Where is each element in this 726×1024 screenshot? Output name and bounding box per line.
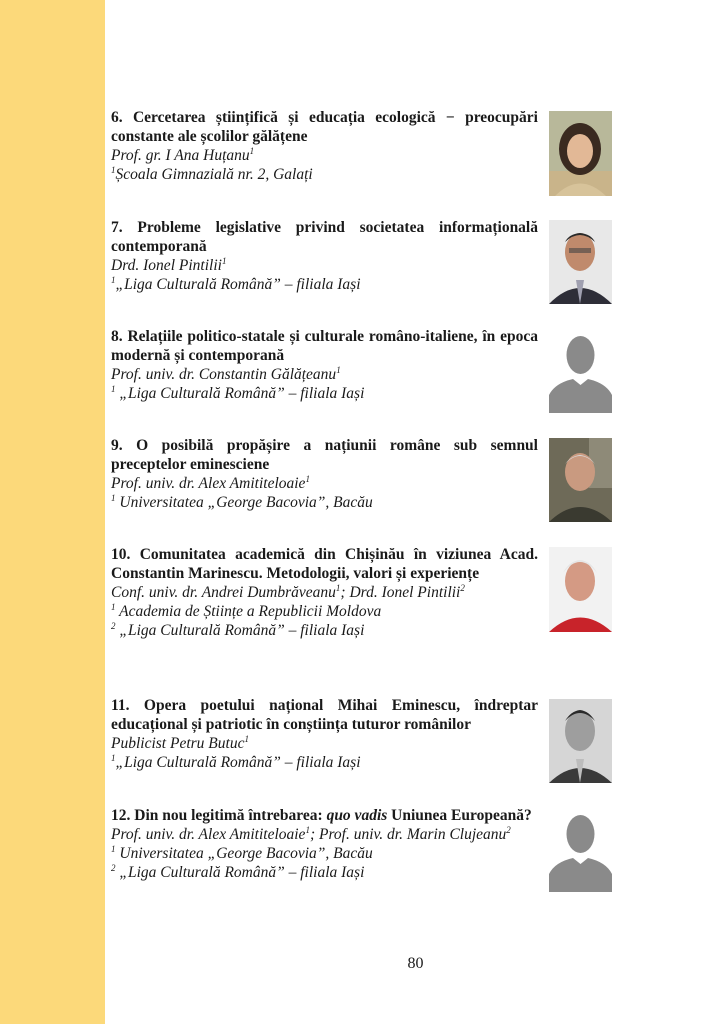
- entry-9: [111, 436, 538, 512]
- entry-authors: Prof. univ. dr. Alex Amititeloaie$^1$; Prof. univ. dr. Marin Clujeanu$^2$: [111, 824, 511, 843]
- entry-title: 8. Relațiile politico-statale și culturale româno-italiene, în epoca modernă și contemporană: [111, 328, 538, 364]
- author-photo-man-portrait: [549, 220, 612, 304]
- entry-title: 9. O posibilă propășire a națiunii române sub semnul preceptelor eminesciene: [111, 437, 538, 473]
- entry-title: 7. Probleme legislative privind societatea informațională contemporană: [111, 219, 538, 255]
- entry-affiliation: $^1$Școala Gimnazială nr. 2, Galați: [111, 164, 313, 183]
- entry-authors: Prof. gr. I Ana Huțanu$^1$: [111, 145, 255, 164]
- entry-title: 10. Comunitatea academică din Chișinău în viziunea Acad. Constantin Marinescu. Metodologii, valori și experiențe: [111, 546, 538, 582]
- author-photo-placeholder-silhouette: [549, 808, 612, 892]
- entry-affiliation: $^1$ Universitatea „George Bacovia”, Bacău: [111, 492, 373, 511]
- entry-affiliation: $^2$ „Liga Culturală Română” – filiala Iași: [111, 620, 365, 639]
- entry-authors: Prof. univ. dr. Constantin Gălățeanu$^1$: [111, 364, 341, 383]
- entry-authors: Publicist Petru Butuc$^1$: [111, 733, 249, 752]
- author-photo-man-portrait: [549, 547, 612, 632]
- entry-12: [111, 806, 538, 882]
- author-photo-woman-portrait: [549, 111, 612, 196]
- entry-authors: Conf. univ. dr. Andrei Dumbrăveanu$^1$; Drd. Ionel Pintilii$^2$: [111, 582, 465, 601]
- entry-authors: Prof. univ. dr. Alex Amititeloaie$^1$: [111, 473, 310, 492]
- entry-title: 12. Din nou legitimă întrebarea: quo vadis Uniunea Europeană?: [111, 807, 532, 824]
- entry-authors: Drd. Ionel Pintilii$^1$: [111, 255, 227, 274]
- author-photo-man-portrait-bw: [549, 699, 612, 783]
- page-number: 80: [407, 955, 424, 972]
- entry-7: [111, 218, 538, 294]
- entry-affiliation: $^2$ „Liga Culturală Română” – filiala Iași: [111, 862, 365, 881]
- entry-title: 6. Cercetarea științifică și educația ecologică − preocupări constante ale școlilor gălățene: [111, 109, 538, 145]
- entry-affiliation: $^1$ „Liga Culturală Română” – filiala Iași: [111, 383, 365, 402]
- entry-6: [111, 108, 538, 184]
- entry-affiliation: $^1$ Universitatea „George Bacovia”, Bacău: [111, 843, 373, 862]
- entry-11: [111, 696, 538, 772]
- entry-title: 11. Opera poetului național Mihai Eminescu, îndreptar educațional și patriotic în conștiința tuturor românilor: [111, 697, 538, 733]
- author-photo-man-portrait: [549, 438, 612, 522]
- author-photo-placeholder-silhouette: [549, 329, 612, 413]
- entry-affiliation: $^1$ Academia de Științe a Republicii Moldova: [111, 601, 382, 620]
- entry-10: [111, 545, 538, 640]
- entry-8: [111, 327, 538, 403]
- entry-affiliation: $^1$„Liga Culturală Română” – filiala Iași: [111, 752, 361, 771]
- side-color-band: [0, 0, 105, 1024]
- entry-affiliation: $^1$„Liga Culturală Română” – filiala Iași: [111, 274, 361, 293]
